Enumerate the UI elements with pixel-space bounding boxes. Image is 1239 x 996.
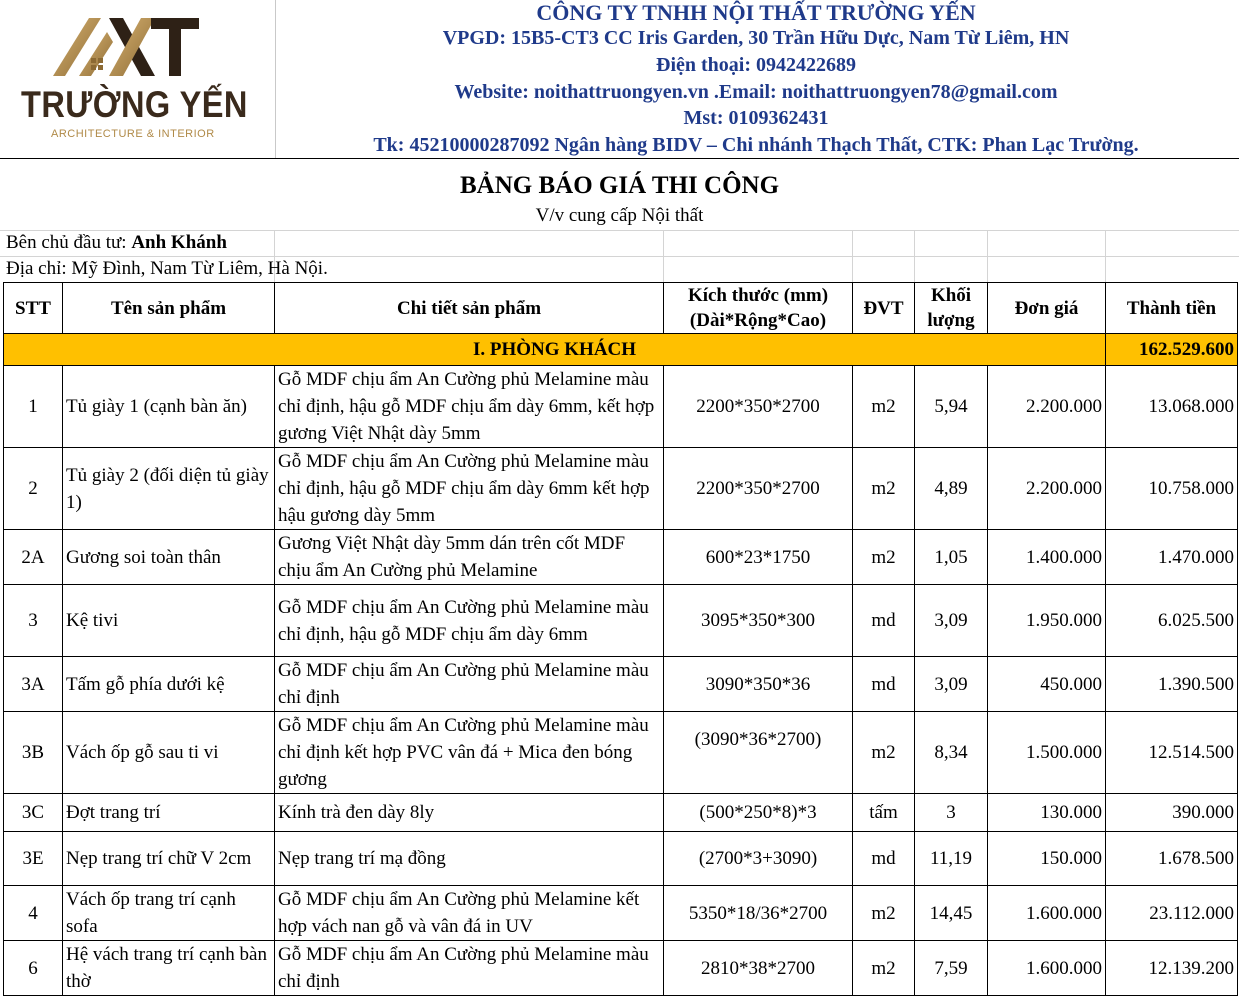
header-total: Thành tiền (1106, 283, 1238, 334)
cell-qty: 14,45 (915, 886, 988, 941)
cell-price: 1.600.000 (988, 941, 1106, 996)
cell-detail: Gỗ MDF chịu ẩm An Cường phủ Melamine màu chỉ định, hậu gỗ MDF chịu ẩm dày 6mm (275, 585, 664, 657)
cell-qty: 8,34 (915, 712, 988, 794)
header-size-line1: Kích thước (mm) (687, 285, 829, 306)
cell-qty: 3,09 (915, 657, 988, 712)
cell-detail: Gỗ MDF chịu ẩm An Cường phủ Melamine màu chỉ định, hậu gỗ MDF chịu ẩm dày 6mm, kết hợp gương Việt Nhật dày 5mm (275, 366, 664, 448)
cell-stt: 3C (4, 794, 63, 832)
table-row (4, 585, 1238, 657)
cell-name: Tủ giày 2 (đối diện tủ giày 1) (63, 448, 275, 530)
table-row (4, 941, 1238, 996)
cell-total: 1.678.500 (1106, 832, 1238, 886)
header-stt: STT (4, 283, 63, 334)
cell-unit: m2 (853, 448, 915, 530)
cell-total: 23.112.000 (1106, 886, 1238, 941)
header-size (664, 283, 853, 334)
cell-price: 150.000 (988, 832, 1106, 886)
cell-unit: m2 (853, 886, 915, 941)
cell-price: 1.950.000 (988, 585, 1106, 657)
cell-total: 10.758.000 (1106, 448, 1238, 530)
header-qty (915, 283, 988, 334)
cell-name: Hệ vách trang trí cạnh bàn thờ (63, 941, 275, 996)
cell-name: Tấm gỗ phía dưới kệ (63, 657, 275, 712)
company-bank-account: Tk: 45210000287092 Ngân hàng BIDV – Chi nhánh Thạch Thất, CTK: Phan Lạc Trường. (373, 134, 1139, 156)
cell-stt: 1 (4, 366, 63, 448)
cell-unit: tấm (853, 794, 915, 832)
cell-qty: 3 (915, 794, 988, 832)
cell-qty: 3,09 (915, 585, 988, 657)
cell-price: 1.600.000 (988, 886, 1106, 941)
table-row (4, 366, 1238, 448)
investor-line (6, 232, 227, 254)
cell-name: Nẹp trang trí chữ V 2cm (63, 832, 275, 886)
cell-price: 2.200.000 (988, 366, 1106, 448)
cell-price: 130.000 (988, 794, 1106, 832)
cell-price: 1.500.000 (988, 712, 1106, 794)
cell-unit: m2 (853, 941, 915, 996)
cell-stt: 3B (4, 712, 63, 794)
company-tax-code: Mst: 0109362431 (683, 107, 829, 129)
cell-total: 12.139.200 (1106, 941, 1238, 996)
cell-name: Vách ốp gỗ sau ti vi (63, 712, 275, 794)
cell-size: (3090*36*2700) (664, 712, 853, 794)
cell-size: 3090*350*36 (664, 657, 853, 712)
cell-unit: m2 (853, 366, 915, 448)
header-price: Đơn giá (988, 283, 1106, 334)
document-title: BẢNG BÁO GIÁ THI CÔNG (459, 172, 780, 199)
cell-name: Kệ tivi (63, 585, 275, 657)
cell-qty: 11,19 (915, 832, 988, 886)
cell-size: (2700*3+3090) (664, 832, 853, 886)
logo-tagline: ARCHITECTURE & INTERIOR (51, 128, 215, 140)
cell-name: Gương soi toàn thân (63, 530, 275, 585)
cell-total: 390.000 (1106, 794, 1238, 832)
header-size-line2: (Dài*Rộng*Cao) (689, 310, 827, 331)
cell-price: 1.400.000 (988, 530, 1106, 585)
cell-stt: 3 (4, 585, 63, 657)
company-website-email: Website: noithattruongyen.vn .Email: noithattruongyen78@gmail.com (454, 81, 1058, 103)
table-row (4, 886, 1238, 941)
cell-unit: m2 (853, 530, 915, 585)
section-total: 162.529.600 (1106, 334, 1238, 366)
cell-qty: 1,05 (915, 530, 988, 585)
table-header-row (4, 283, 1238, 334)
house-logo-icon (51, 14, 201, 80)
cell-size: (500*250*8)*3 (664, 794, 853, 832)
cell-total: 13.068.000 (1106, 366, 1238, 448)
cell-detail: Nẹp trang trí mạ đồng (275, 832, 664, 886)
cell-qty: 5,94 (915, 366, 988, 448)
quotation-table (3, 282, 1238, 996)
table-row (4, 832, 1238, 886)
cell-detail: Gỗ MDF chịu ẩm An Cường phủ Melamine màu chỉ định (275, 941, 664, 996)
cell-total: 1.390.500 (1106, 657, 1238, 712)
header-qty-line1: Khối (930, 285, 972, 306)
cell-name: Tủ giày 1 (cạnh bàn ăn) (63, 366, 275, 448)
table-row (4, 530, 1238, 585)
gridline (0, 256, 1239, 257)
investor-name: Anh Khánh (131, 232, 227, 253)
gridline (0, 230, 1239, 231)
header-name: Tên sản phẩm (63, 283, 275, 334)
cell-unit: md (853, 832, 915, 886)
company-header (0, 0, 1239, 159)
section-row (4, 334, 1238, 366)
cell-detail: Gỗ MDF chịu ẩm An Cường phủ Melamine màu chỉ định kết hợp PVC vân đá + Mica đen bóng gương (275, 712, 664, 794)
cell-detail: Gương Việt Nhật dày 5mm dán trên cốt MDF chịu ẩm An Cường phủ Melamine (275, 530, 664, 585)
section-label: I. PHÒNG KHÁCH (4, 334, 1106, 366)
cell-size: 2200*350*2700 (664, 366, 853, 448)
cell-detail: Kính trà đen dày 8ly (275, 794, 664, 832)
cell-size: 2200*350*2700 (664, 448, 853, 530)
cell-stt: 3E (4, 832, 63, 886)
cell-stt: 6 (4, 941, 63, 996)
cell-stt: 4 (4, 886, 63, 941)
company-phone: Điện thoại: 0942422689 (656, 54, 856, 76)
table-row (4, 657, 1238, 712)
cell-name: Đợt trang trí (63, 794, 275, 832)
cell-detail: Gỗ MDF chịu ẩm An Cường phủ Melamine màu chỉ định (275, 657, 664, 712)
investor-label: Bên chủ đầu tư: (6, 232, 132, 253)
cell-total: 1.470.000 (1106, 530, 1238, 585)
header-detail: Chi tiết sản phẩm (275, 283, 664, 334)
header-qty-line2: lượng (927, 310, 975, 331)
cell-total: 12.514.500 (1106, 712, 1238, 794)
cell-size: 5350*18/36*2700 (664, 886, 853, 941)
cell-detail: Gỗ MDF chịu ẩm An Cường phủ Melamine màu chỉ định, hậu gỗ MDF chịu ẩm dày 6mm kết hợp hậu gương dày 5mm (275, 448, 664, 530)
cell-qty: 7,59 (915, 941, 988, 996)
company-logo (3, 0, 276, 158)
cell-size: 600*23*1750 (664, 530, 853, 585)
cell-detail: Gỗ MDF chịu ẩm An Cường phủ Melamine kết hợp vách nan gỗ và vân đá in UV (275, 886, 664, 941)
logo-wordmark: TRƯỜNG YẾN (21, 84, 248, 125)
cell-unit: md (853, 657, 915, 712)
header-unit: ĐVT (853, 283, 915, 334)
cell-size: 3095*350*300 (664, 585, 853, 657)
cell-size: 2810*38*2700 (664, 941, 853, 996)
client-address: Địa chỉ: Mỹ Đình, Nam Từ Liêm, Hà Nội. (6, 258, 328, 279)
cell-unit: md (853, 585, 915, 657)
cell-name: Vách ốp trang trí cạnh sofa (63, 886, 275, 941)
cell-qty: 4,89 (915, 448, 988, 530)
cell-stt: 2 (4, 448, 63, 530)
company-office: VPGD: 15B5-CT3 CC Iris Garden, 30 Trần Hữu Dực, Nam Từ Liêm, HN (442, 27, 1070, 49)
cell-stt: 2A (4, 530, 63, 585)
cell-price: 450.000 (988, 657, 1106, 712)
company-name: CÔNG TY TNHH NỘI THẤT TRƯỜNG YẾN (536, 0, 976, 25)
table-row (4, 794, 1238, 832)
table-row (4, 712, 1238, 794)
cell-total: 6.025.500 (1106, 585, 1238, 657)
cell-price: 2.200.000 (988, 448, 1106, 530)
cell-unit: m2 (853, 712, 915, 794)
cell-stt: 3A (4, 657, 63, 712)
document-subtitle: V/v cung cấp Nội thất (535, 205, 704, 226)
table-row (4, 448, 1238, 530)
